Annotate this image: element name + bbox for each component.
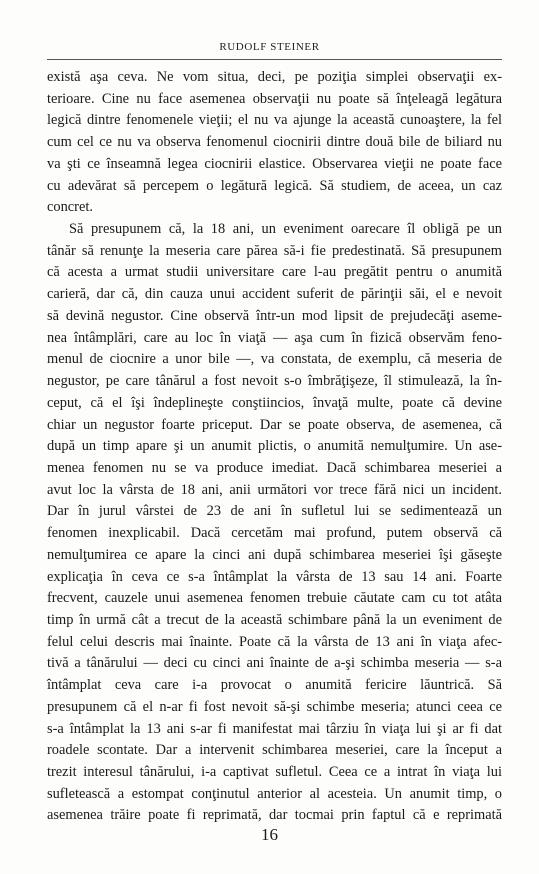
text-line: legică dintre fenomenele vieţii; el nu va ajunge la această cunoaştere, la fel bbox=[47, 112, 502, 129]
text-line: timp în urmă cât a trecut de la această schimbare până la un eveniment de bbox=[47, 611, 502, 628]
body-text bbox=[47, 67, 502, 827]
text-line: roadele scontate. Dar a intervenit schimbarea meseriei, care la început a bbox=[47, 742, 502, 759]
text-line: cum cel ce nu va observa fenomenul ciocnirii dintre două bile de biliard nu bbox=[47, 134, 502, 151]
text-line: presupunem că el n-ar fi fost nevoit să-şi schimbe meseria; atunci ceea ce bbox=[47, 698, 502, 715]
text-line: tivă a tânărului — deci cu cinci ani înainte de a-şi schimba meseria — s-a bbox=[47, 655, 502, 672]
running-head: RUDOLF STEINER bbox=[219, 41, 320, 53]
text-line: nea întâmplări, care au loc în viaţă — aşa cum în fizică observăm feno- bbox=[47, 329, 502, 346]
text-line: menul de ciocnire a unor bile —, va constata, de exemplu, că meseria de bbox=[47, 351, 502, 368]
text-line: avut loc la vârsta de 18 ani, anii următori vor trece fără nici un incident. bbox=[47, 481, 502, 498]
text-line: chiar un negustor foarte priceput. Dar se poate observa, de asemenea, că bbox=[47, 416, 502, 433]
text-line: terioare. Cine nu face asemenea observaţii nu poate să înţeleagă legătura bbox=[47, 90, 502, 107]
text-line: negustor, pe care tânărul a fost nevoit s-o îmbrăţişeze, îl stimulează, la în- bbox=[47, 373, 502, 390]
text-line: există aşa ceva. Ne vom situa, deci, pe poziţia simplei observaţii ex- bbox=[47, 69, 502, 85]
header-rule bbox=[47, 59, 502, 60]
text-line: că acesta a urmat studii universitare care l-au pregătit pentru o anumită bbox=[47, 264, 502, 281]
text-line: asemenea trăire poate fi reprimată, dar tocmai prin faptul că e reprimată bbox=[47, 807, 502, 824]
text-line: Dar în jurul vârstei de 23 de ani în sufletul lui se sedimentează un bbox=[47, 503, 502, 520]
text-line: menea fenomen nu se va produce imediat. Dacă schimbarea meseriei a bbox=[47, 459, 502, 476]
text-line: felul celui descris mai înainte. Poate că la vârsta de 13 ani în viaţa afec- bbox=[47, 633, 502, 650]
text-line: întâmplat ceva care i-a provocat o anumită fericire lăuntrică. Să bbox=[47, 677, 502, 694]
text-line: explicaţia în ceva ce s-a întâmplat la vârsta de 13 sau 14 ani. Foarte bbox=[47, 568, 502, 585]
text-line: concret. bbox=[47, 199, 93, 216]
text-line: fenomen inexplicabil. Dacă cercetăm mai profund, putem observă că bbox=[47, 525, 502, 542]
paragraph-first-line: Să presupunem că, la 18 ani, un eveniment oarecare îl obligă pe un bbox=[69, 221, 502, 238]
text-line: frecvent, cauzele unui asemenea fenomen trebuie căutate cam cu tot atâta bbox=[47, 590, 502, 607]
text-line: s-a întâmplat la 13 ani s-ar fi manifestat mai târziu în viaţa lui şi ar fi dat bbox=[47, 720, 502, 737]
text-line: trezit interesul tânărului, i-a captivat sufletul. Ceea ce a intrat în viaţa lui bbox=[47, 764, 502, 780]
text-line: după un timp apare şi un anumit plictis, o anumită nemulţumire. Un ase- bbox=[47, 438, 502, 455]
text-line: sufletească a estompat conţinutul anterior al acesteia. Un anumit timp, o bbox=[47, 785, 502, 802]
text-line: să devină negustor. Cine observă într-un mod lipsit de prejudecăţi aseme- bbox=[47, 307, 502, 324]
text-line: nemulţumirea ce apare la cinci ani după schimbarea meseriei îşi găseşte bbox=[47, 546, 502, 563]
page-number: 16 bbox=[261, 825, 278, 844]
text-line: carieră, dar că, din cauza unui accident suferit de părinţii săi, el e nevoit bbox=[47, 286, 502, 303]
text-line: va şti ce înseamnă legea ciocnirii elastice. Observarea vieţii ne poate face bbox=[47, 155, 502, 172]
text-line: ceput, că el îşi îndeplineşte conştiincios, învaţă multe, poate că devine bbox=[47, 394, 502, 411]
text-line: tânăr să renunţe la meseria care părea să-i fie predestinată. Să presupunem bbox=[47, 242, 502, 259]
text-line: cu adevărat să percepem o legătură legică. Să studiem, de aceea, un caz bbox=[47, 177, 502, 194]
